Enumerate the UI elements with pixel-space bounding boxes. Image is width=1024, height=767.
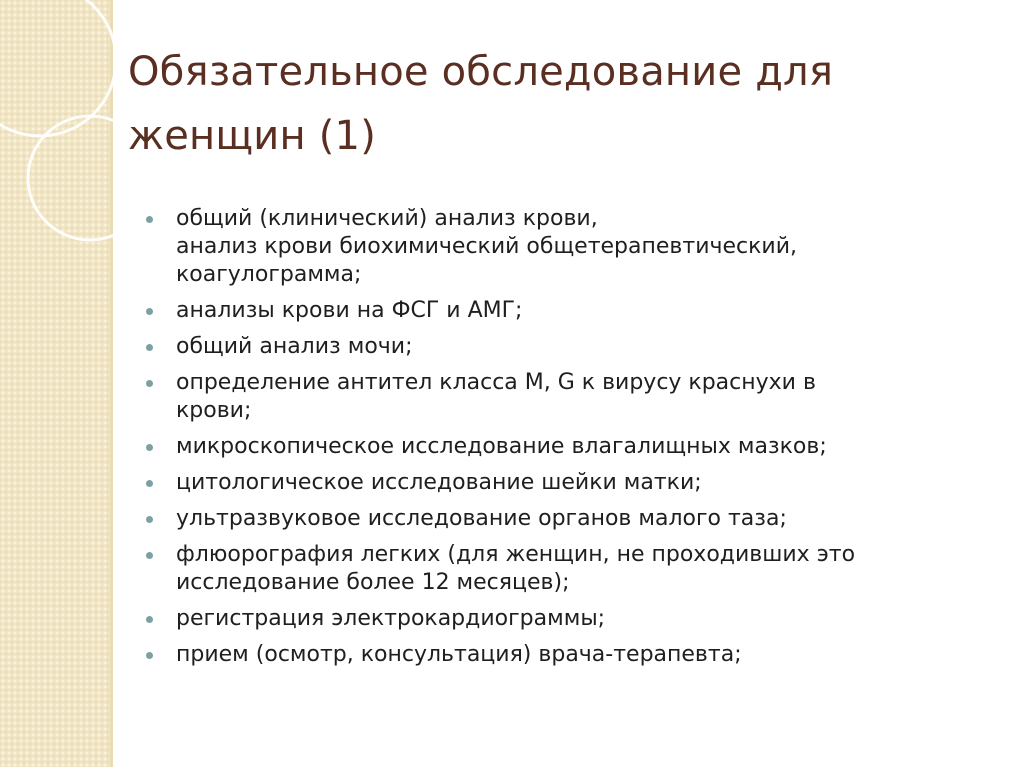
bullet-icon <box>146 552 153 559</box>
bullet-icon <box>146 444 153 451</box>
list-item-text: регистрация электрокардиограммы; <box>176 606 606 631</box>
list-item-text: анализ крови биохимический общетерапевтический, <box>176 234 797 259</box>
list-item-text: цитологическое исследование шейки матки; <box>176 470 702 495</box>
list-item <box>146 605 976 633</box>
bullet-icon <box>146 344 153 351</box>
bullet-icon <box>146 380 153 387</box>
slide-title <box>128 40 988 168</box>
list-item <box>146 333 976 361</box>
bullet-icon <box>146 516 153 523</box>
list-item-text: микроскопическое исследование влагалищных мазков; <box>176 434 827 459</box>
list-item-text: ультразвуковое исследование органов малого таза; <box>176 506 787 531</box>
list-item <box>146 369 976 425</box>
list-item-text: коагулограмма; <box>176 262 362 287</box>
list-item-text: общий анализ мочи; <box>176 334 413 359</box>
list-item-text: флюорография легких (для женщин, не проходивших это <box>176 542 856 567</box>
title-line: Обязательное обследование для <box>128 49 834 95</box>
bullet-icon <box>146 652 153 659</box>
list-item-text: анализы крови на ФСГ и АМГ; <box>176 298 523 323</box>
list-item <box>146 541 976 597</box>
list-item-text: крови; <box>176 398 252 423</box>
list-item-text: исследование более 12 месяцев); <box>176 570 570 595</box>
list-item <box>146 205 976 289</box>
list-item-text: определение антител класса M, G к вирусу краснухи в <box>176 370 816 395</box>
bullet-icon <box>146 308 153 315</box>
exam-list <box>146 205 976 677</box>
list-item <box>146 505 976 533</box>
list-item <box>146 641 976 669</box>
list-item-text: прием (осмотр, консультация) врача-терапевта; <box>176 642 742 667</box>
list-item <box>146 469 976 497</box>
bullet-icon <box>146 216 153 223</box>
list-item <box>146 297 976 325</box>
bullet-icon <box>146 616 153 623</box>
title-line: женщин (1) <box>128 113 376 159</box>
bullet-icon <box>146 480 153 487</box>
list-item <box>146 433 976 461</box>
list-item-text: общий (клинический) анализ крови, <box>176 206 598 231</box>
